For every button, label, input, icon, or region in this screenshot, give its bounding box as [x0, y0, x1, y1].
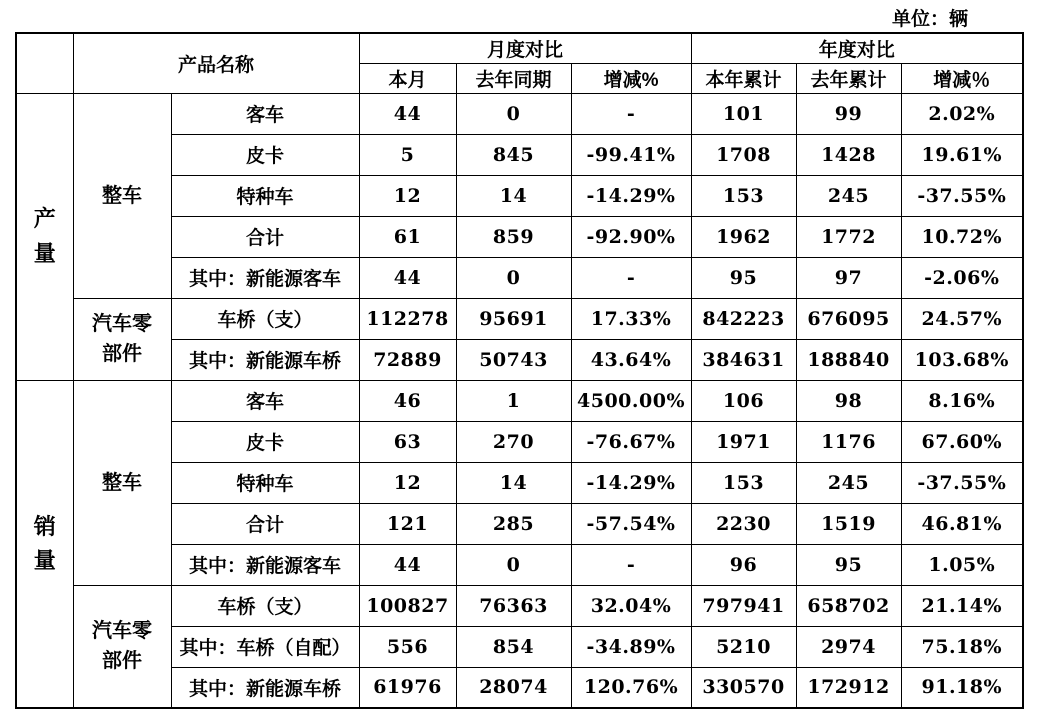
value-cell: 44	[359, 544, 456, 585]
value-cell: 44	[359, 257, 456, 298]
group-cell	[73, 585, 171, 708]
row-label: 其中：新能源车桥	[171, 667, 359, 708]
subheader-last-year-same-period: 去年同期	[456, 63, 571, 93]
unit-label: 单位：辆	[891, 9, 968, 30]
value-cell: 1176	[796, 421, 901, 462]
value-cell: 2.02%	[901, 93, 1023, 134]
value-cell: 384631	[691, 339, 796, 380]
value-cell: -14.29%	[571, 175, 691, 216]
value-cell: -76.67%	[571, 421, 691, 462]
row-label: 其中：新能源客车	[171, 544, 359, 585]
group-cell	[73, 298, 171, 380]
table-header	[16, 33, 1023, 93]
section-cell	[16, 380, 73, 708]
table-row	[16, 93, 1023, 134]
value-cell: 285	[456, 503, 571, 544]
value-cell: 32.04%	[571, 585, 691, 626]
value-cell: 121	[359, 503, 456, 544]
subheader-annual-change-pct: 增减％	[901, 63, 1023, 93]
value-cell: 556	[359, 626, 456, 667]
table-row	[16, 298, 1023, 339]
value-cell: 0	[456, 544, 571, 585]
value-cell: 61	[359, 216, 456, 257]
value-cell: -57.54%	[571, 503, 691, 544]
section-label: 产量	[33, 206, 56, 266]
value-cell: 2974	[796, 626, 901, 667]
table-body	[16, 93, 1023, 708]
row-label: 车桥（支）	[171, 585, 359, 626]
value-cell: 797941	[691, 585, 796, 626]
group-cell	[73, 380, 171, 585]
row-label: 合计	[171, 216, 359, 257]
value-cell: 2230	[691, 503, 796, 544]
table-row	[16, 380, 1023, 421]
value-cell: -	[571, 257, 691, 298]
row-label: 客车	[171, 93, 359, 134]
row-label: 皮卡	[171, 134, 359, 175]
value-cell: 61976	[359, 667, 456, 708]
value-cell: 270	[456, 421, 571, 462]
value-cell: 19.61%	[901, 134, 1023, 175]
value-cell: 112278	[359, 298, 456, 339]
value-cell: -37.55%	[901, 175, 1023, 216]
value-cell: 103.68%	[901, 339, 1023, 380]
value-cell: 14	[456, 175, 571, 216]
value-cell: 100827	[359, 585, 456, 626]
value-cell: 658702	[796, 585, 901, 626]
value-cell: -92.90%	[571, 216, 691, 257]
product-name-header: 产品名称	[73, 33, 359, 93]
group-label: 整车	[102, 184, 142, 207]
value-cell: 43.64%	[571, 339, 691, 380]
value-cell: 854	[456, 626, 571, 667]
group-label: 整车	[102, 471, 142, 494]
value-cell: 172912	[796, 667, 901, 708]
value-cell: -37.55%	[901, 462, 1023, 503]
value-cell: 12	[359, 462, 456, 503]
value-cell: 10.72%	[901, 216, 1023, 257]
value-cell: 50743	[456, 339, 571, 380]
value-cell: 1.05%	[901, 544, 1023, 585]
value-cell: 842223	[691, 298, 796, 339]
value-cell: 95	[796, 544, 901, 585]
value-cell: 63	[359, 421, 456, 462]
value-cell: 72889	[359, 339, 456, 380]
value-cell: 859	[456, 216, 571, 257]
value-cell: 75.18%	[901, 626, 1023, 667]
value-cell: 1428	[796, 134, 901, 175]
value-cell: 14	[456, 462, 571, 503]
group-label: 汽车零部件	[92, 313, 152, 365]
value-cell: 0	[456, 257, 571, 298]
value-cell: 98	[796, 380, 901, 421]
value-cell: 8.16%	[901, 380, 1023, 421]
value-cell: 153	[691, 462, 796, 503]
value-cell: 5	[359, 134, 456, 175]
value-cell: 5210	[691, 626, 796, 667]
value-cell: 17.33%	[571, 298, 691, 339]
value-cell: -34.89%	[571, 626, 691, 667]
subheader-ytd-last-year: 去年累计	[796, 63, 901, 93]
value-cell: 46.81%	[901, 503, 1023, 544]
production-sales-table	[15, 32, 1024, 709]
value-cell: 97	[796, 257, 901, 298]
monthly-comparison-header: 月度对比	[359, 33, 691, 63]
row-label: 其中：车桥（自配）	[171, 626, 359, 667]
row-label: 其中：新能源客车	[171, 257, 359, 298]
value-cell: 67.60%	[901, 421, 1023, 462]
row-label: 特种车	[171, 462, 359, 503]
value-cell: 120.76%	[571, 667, 691, 708]
value-cell: 1772	[796, 216, 901, 257]
group-label: 汽车零部件	[92, 620, 152, 673]
value-cell: 76363	[456, 585, 571, 626]
row-label: 客车	[171, 380, 359, 421]
value-cell: 845	[456, 134, 571, 175]
value-cell: 99	[796, 93, 901, 134]
header-row-groups	[16, 33, 1023, 63]
row-label: 特种车	[171, 175, 359, 216]
value-cell: -14.29%	[571, 462, 691, 503]
group-cell	[73, 93, 171, 298]
value-cell: 95	[691, 257, 796, 298]
value-cell: 0	[456, 93, 571, 134]
value-cell: -	[571, 544, 691, 585]
value-cell: 676095	[796, 298, 901, 339]
value-cell: 12	[359, 175, 456, 216]
subheader-monthly-change-pct: 增减%	[571, 63, 691, 93]
value-cell: -99.41%	[571, 134, 691, 175]
value-cell: 46	[359, 380, 456, 421]
subheader-current-month: 本月	[359, 63, 456, 93]
annual-comparison-header: 年度对比	[691, 33, 1023, 63]
section-label: 销量	[33, 513, 56, 573]
value-cell: 106	[691, 380, 796, 421]
value-cell: 101	[691, 93, 796, 134]
row-label: 合计	[171, 503, 359, 544]
value-cell: 1519	[796, 503, 901, 544]
table-row	[16, 585, 1023, 626]
value-cell: 245	[796, 462, 901, 503]
value-cell: 1962	[691, 216, 796, 257]
value-cell: 95691	[456, 298, 571, 339]
value-cell: 188840	[796, 339, 901, 380]
row-label: 皮卡	[171, 421, 359, 462]
value-cell: 330570	[691, 667, 796, 708]
value-cell: 245	[796, 175, 901, 216]
value-cell: 24.57%	[901, 298, 1023, 339]
row-label: 其中：新能源车桥	[171, 339, 359, 380]
value-cell: 1	[456, 380, 571, 421]
corner-cell	[16, 33, 73, 93]
value-cell: 91.18%	[901, 667, 1023, 708]
value-cell: 1708	[691, 134, 796, 175]
value-cell: 28074	[456, 667, 571, 708]
row-label: 车桥（支）	[171, 298, 359, 339]
value-cell: 21.14%	[901, 585, 1023, 626]
value-cell: 44	[359, 93, 456, 134]
value-cell: 96	[691, 544, 796, 585]
value-cell: -2.06%	[901, 257, 1023, 298]
subheader-ytd-current: 本年累计	[691, 63, 796, 93]
value-cell: 1971	[691, 421, 796, 462]
value-cell: 4500.00%	[571, 380, 691, 421]
value-cell: 153	[691, 175, 796, 216]
section-cell	[16, 93, 73, 380]
value-cell: -	[571, 93, 691, 134]
